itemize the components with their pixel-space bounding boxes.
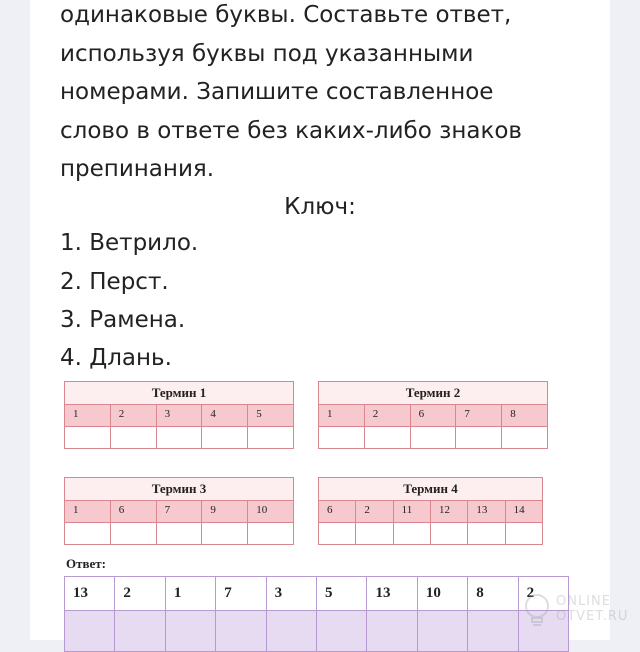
term-letter-cell	[202, 427, 248, 448]
answer-letter-cell	[468, 611, 518, 651]
term-letter-cell	[319, 523, 356, 544]
answer-number-cell: 7	[216, 577, 266, 610]
answer-letter-cell	[166, 611, 216, 651]
term-letter-cell	[111, 523, 157, 544]
term-letter-cell	[468, 523, 505, 544]
term-letter-cell	[506, 523, 542, 544]
term-number-cell: 8	[510, 408, 516, 420]
term-letter-cell	[65, 427, 111, 448]
term-number-cell: 7	[456, 405, 502, 426]
term-title: Термин 1	[65, 382, 293, 405]
term-letter-cell	[111, 427, 157, 448]
answer-letter-cell	[115, 611, 165, 651]
answer-number-cell: 13	[367, 577, 417, 610]
term-number-cell: 5	[256, 408, 262, 420]
key-item: 3. Рамена.	[60, 307, 186, 333]
answer-letter-cell	[317, 611, 367, 651]
term-number-cell: 7	[157, 501, 203, 522]
term-letter-cell	[365, 427, 411, 448]
term-number-cell: 12	[431, 501, 468, 522]
term-letter-cell	[394, 523, 431, 544]
answer-number-cell: 3	[267, 577, 317, 610]
term-letter-cell	[157, 427, 203, 448]
term-table-1	[64, 381, 294, 449]
term-letter-cell	[202, 523, 248, 544]
lightbulb-icon	[522, 592, 552, 628]
term-number-cell: 2	[356, 501, 393, 522]
term-number-cell: 13	[468, 501, 505, 522]
term-letter-cell	[65, 523, 111, 544]
term-number-cell: 11	[394, 501, 431, 522]
answer-number-cell: 10	[418, 577, 468, 610]
term-number-cell: 3	[157, 405, 203, 426]
answer-label: Ответ:	[66, 556, 107, 571]
term-letter-cell	[157, 523, 203, 544]
term-table-4	[318, 477, 543, 545]
answer-number-cell: 2	[526, 585, 535, 601]
term-number-cell: 4	[202, 405, 248, 426]
paragraph-line: используя буквы под указанными	[60, 40, 474, 67]
term-table-3	[64, 477, 294, 545]
answer-number-cell: 5	[317, 577, 367, 610]
paragraph-line: препинания.	[60, 156, 215, 182]
answer-table	[64, 576, 569, 652]
answer-letter-cell	[65, 611, 115, 651]
term-title: Термин 3	[65, 478, 293, 501]
term-number-cell: 14	[513, 504, 525, 516]
answer-number-cell: 8	[468, 577, 518, 610]
term-number-cell: 6	[111, 501, 157, 522]
answer-number-cell: 13	[65, 577, 115, 610]
key-item: 4. Длань.	[60, 345, 172, 371]
term-letter-cell	[502, 427, 547, 448]
term-letter-cell	[411, 427, 457, 448]
term-letter-cell	[248, 523, 293, 544]
paragraph-line: одинаковые буквы. Составьте ответ,	[60, 2, 512, 28]
term-table-2	[318, 381, 548, 449]
term-number-cell: 6	[319, 501, 356, 522]
term-number-cell: 1	[65, 405, 111, 426]
key-item: 1. Ветрило.	[60, 230, 199, 256]
watermark-text: ONLINE OTVET.RU	[556, 594, 629, 624]
term-letter-cell	[248, 427, 293, 448]
key-item: 2. Перст.	[60, 269, 169, 295]
term-title: Термин 4	[319, 478, 542, 501]
term-letter-cell	[456, 427, 502, 448]
term-letter-cell	[356, 523, 393, 544]
answer-letter-cell	[216, 611, 266, 651]
term-number-cell: 1	[65, 501, 111, 522]
answer-letter-cell	[367, 611, 417, 651]
term-number-cell: 2	[111, 405, 157, 426]
paragraph-line: слово в ответе без каких-либо знаков	[60, 117, 522, 144]
term-letter-cell	[319, 427, 365, 448]
term-title: Термин 2	[319, 382, 547, 405]
watermark	[522, 590, 632, 630]
answer-letter-cell	[418, 611, 468, 651]
paragraph-line: номерами. Запишите составленное	[60, 79, 494, 105]
term-number-cell: 6	[411, 405, 457, 426]
term-number-cell: 9	[202, 501, 248, 522]
answer-number-cell: 1	[166, 577, 216, 610]
term-letter-cell	[431, 523, 468, 544]
answer-letter-cell	[267, 611, 317, 651]
term-number-cell: 2	[365, 405, 411, 426]
key-title: Ключ:	[284, 194, 356, 220]
answer-number-cell: 2	[115, 577, 165, 610]
term-number-cell: 10	[256, 504, 268, 516]
term-number-cell: 1	[319, 405, 365, 426]
instruction-paragraph	[60, 0, 600, 189]
